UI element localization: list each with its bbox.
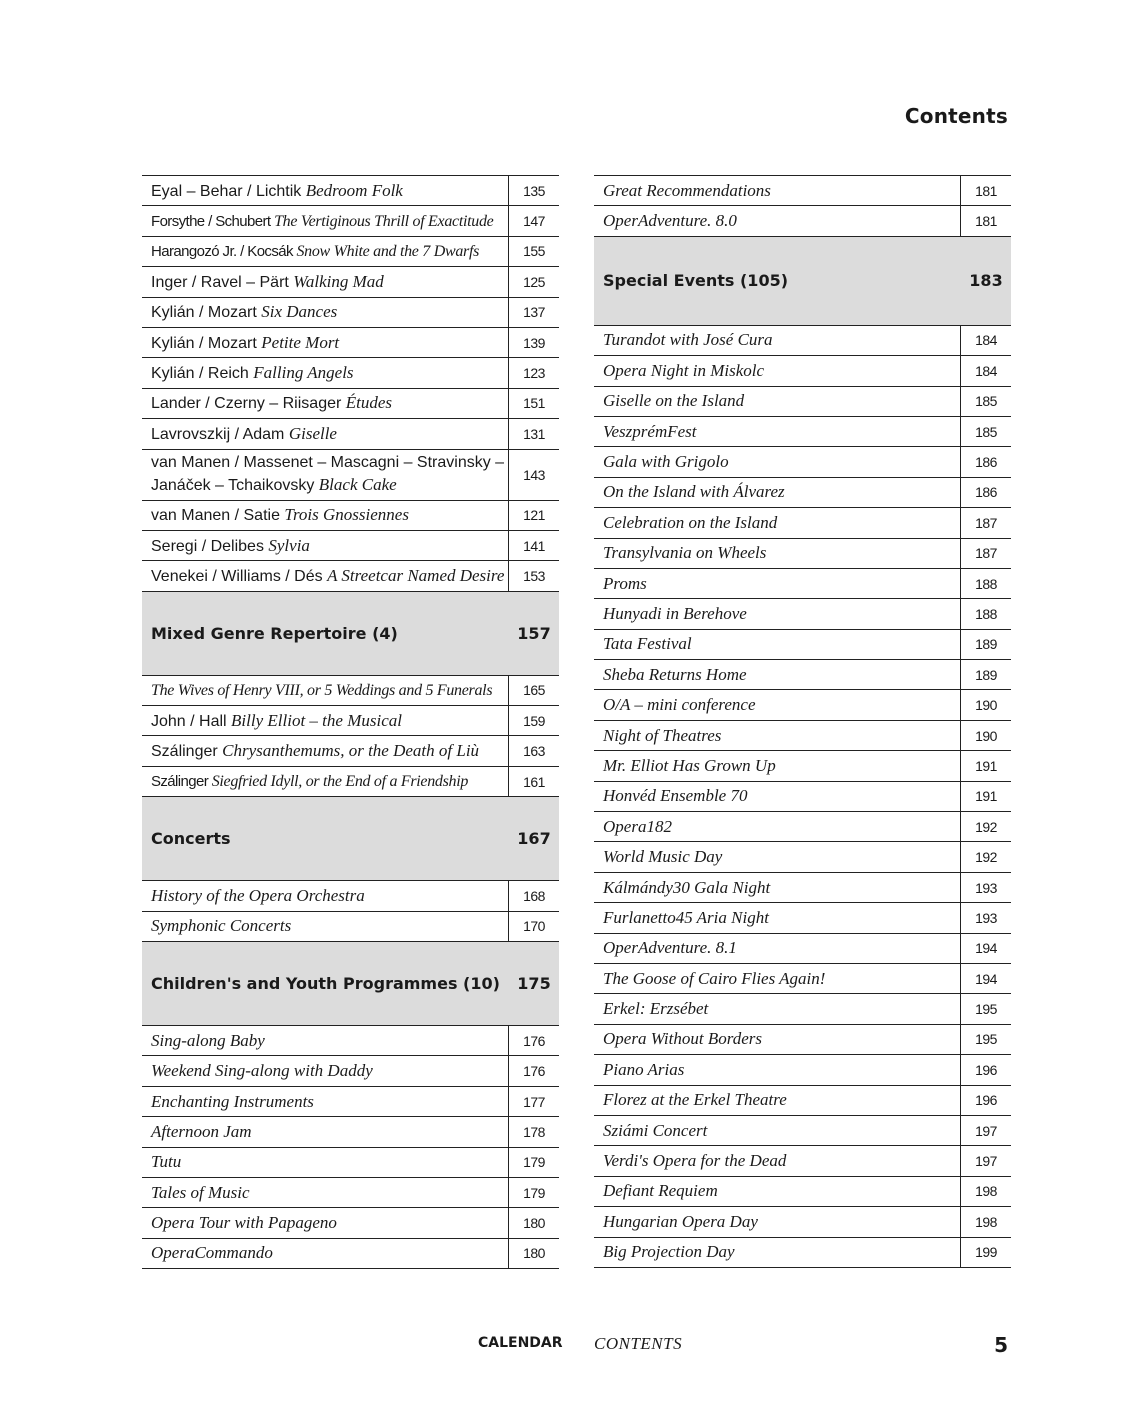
entry-page-number: 125 [508, 267, 559, 296]
entry-page-number: 198 [960, 1177, 1011, 1206]
contents-column-left [142, 175, 559, 1269]
contents-entry [594, 660, 1011, 690]
entry-page-number: 192 [960, 842, 1011, 871]
contents-entry [594, 964, 1011, 994]
section-page-number: 157 [517, 623, 551, 643]
entry-title: Bedroom Folk [305, 180, 403, 200]
entry-title: OperaCommando [151, 1243, 273, 1263]
contents-entry [142, 501, 559, 531]
entry-text [142, 211, 508, 232]
entry-page-number: 181 [960, 176, 1011, 205]
entry-title: Tales of Music [151, 1182, 250, 1202]
entry-text [594, 451, 960, 473]
entry-title: Hunyadi in Berehove [603, 603, 747, 623]
entry-text [594, 725, 960, 747]
entry-page-number: 170 [508, 912, 559, 941]
entry-text [142, 423, 508, 445]
entry-title: Opera Without Borders [603, 1029, 762, 1049]
entry-credits: van Manen / Satie [151, 507, 285, 525]
entry-credits: Kylián / Reich [151, 365, 254, 383]
entry-text [594, 1059, 960, 1081]
contents-entry [594, 751, 1011, 781]
contents-entry [594, 934, 1011, 964]
entry-page-number: 197 [960, 1116, 1011, 1145]
entry-text [594, 846, 960, 868]
entry-credits: Venekei / Williams / Dés [151, 567, 328, 585]
entry-page-number: 190 [960, 721, 1011, 750]
entry-title: Opera182 [603, 816, 672, 836]
entry-text [142, 680, 508, 701]
entry-text [594, 542, 960, 564]
entry-page-number: 194 [960, 964, 1011, 993]
entry-title: Sheba Returns Home [603, 664, 747, 684]
entry-title: Walking Mad [293, 271, 384, 291]
entry-page-number: 137 [508, 298, 559, 327]
entry-title: Snow White and the 7 Dwarfs [296, 242, 480, 260]
entry-credits: Szálinger [151, 773, 212, 791]
entry-title: Verdi's Opera for the Dead [603, 1151, 787, 1171]
entry-page-number: 177 [508, 1087, 559, 1116]
entry-credits: Lander / Czerny – Riisager [151, 395, 346, 413]
contents-entry [142, 1178, 559, 1208]
entry-text [142, 915, 508, 937]
contents-entry [142, 328, 559, 358]
section-title: Concerts [151, 829, 231, 849]
entry-text [594, 1211, 960, 1233]
entry-text [594, 421, 960, 443]
contents-entry [142, 767, 559, 797]
entry-page-number: 176 [508, 1026, 559, 1055]
entry-page-number: 135 [508, 176, 559, 205]
entry-credits: John / Hall [151, 712, 232, 730]
contents-entry [594, 690, 1011, 720]
contents-entry [142, 419, 559, 449]
entry-page-number: 147 [508, 206, 559, 235]
entry-text [594, 329, 960, 351]
entry-page-number: 176 [508, 1056, 559, 1085]
entry-text [594, 816, 960, 838]
contents-entry [594, 387, 1011, 417]
entry-page-number: 153 [508, 561, 559, 590]
entry-title: OperAdventure. 8.1 [603, 938, 737, 958]
entry-page-number: 139 [508, 328, 559, 357]
entry-title: Transylvania on Wheels [603, 543, 767, 563]
contents-entry [594, 326, 1011, 356]
contents-entry [594, 176, 1011, 206]
section-title: Special Events (105) [603, 271, 789, 291]
entry-title: Celebration on the Island [603, 512, 778, 532]
entry-title: Symphonic Concerts [151, 916, 292, 936]
entry-text [142, 392, 508, 414]
section-page-number: 167 [517, 829, 551, 849]
entry-title: OperAdventure. 8.0 [603, 211, 737, 231]
entry-title: Turandot with José Cura [603, 330, 773, 350]
contents-entry [142, 1087, 559, 1117]
entry-text [142, 1242, 508, 1264]
contents-entry [594, 1177, 1011, 1207]
entry-title: Enchanting Instruments [151, 1091, 314, 1111]
entry-page-number: 185 [960, 387, 1011, 416]
contents-entry [594, 812, 1011, 842]
entry-title: Afternoon Jam [151, 1121, 252, 1141]
entry-page-number: 121 [508, 501, 559, 530]
entry-credits: Harangozó Jr. / Kocsák [151, 242, 297, 260]
entry-title: O/A – mini conference [603, 695, 756, 715]
entry-title: Weekend Sing-along with Daddy [151, 1061, 373, 1081]
entry-page-number: 163 [508, 736, 559, 765]
entry-title: Sziámi Concert [603, 1120, 708, 1140]
contents-entry [142, 237, 559, 267]
entry-credits: van Manen / Massenet – Mascagni – Stravinsky – Janáček – Tchaikovsky [151, 454, 505, 495]
entry-title: Honvéd Ensemble 70 [603, 786, 748, 806]
entry-page-number: 155 [508, 237, 559, 266]
entry-page-number: 181 [960, 206, 1011, 235]
entry-text [594, 360, 960, 382]
contents-entry [594, 1146, 1011, 1176]
entry-credits: Szálinger [151, 743, 223, 761]
entry-text [594, 755, 960, 777]
entry-title: VeszprémFest [603, 421, 697, 441]
entry-page-number: 131 [508, 419, 559, 448]
section-heading-row [142, 942, 559, 1026]
entry-title: Hungarian Opera Day [603, 1211, 758, 1231]
entry-text [594, 785, 960, 807]
entry-title: Siegfried Idyll, or the End of a Friendship [211, 773, 469, 791]
entry-text [594, 937, 960, 959]
contents-entry [594, 599, 1011, 629]
contents-entry [594, 447, 1011, 477]
entry-text [142, 1121, 508, 1143]
entry-title: Proms [603, 573, 647, 593]
contents-entry [142, 176, 559, 206]
section-page-number: 183 [969, 271, 1003, 291]
entry-title: Giselle on the Island [603, 391, 745, 411]
entry-page-number: 188 [960, 569, 1011, 598]
entry-title: Falling Angels [253, 363, 354, 383]
entry-text [594, 968, 960, 990]
contents-entry [594, 356, 1011, 386]
entry-text [594, 1089, 960, 1111]
contents-entry [594, 478, 1011, 508]
entry-text [142, 885, 508, 907]
entry-page-number: 180 [508, 1208, 559, 1237]
contents-entry [594, 721, 1011, 751]
contents-entry [142, 912, 559, 942]
entry-text [142, 1091, 508, 1113]
entry-text [594, 210, 960, 232]
page-number: 5 [994, 1333, 1008, 1357]
entry-text [594, 998, 960, 1020]
entry-text [594, 1241, 960, 1263]
entry-page-number: 196 [960, 1055, 1011, 1084]
entry-text [594, 573, 960, 595]
contents-entry [594, 994, 1011, 1024]
entry-text [142, 771, 508, 792]
entry-page-number: 151 [508, 389, 559, 418]
entry-title: A Streetcar Named Desire [327, 565, 505, 585]
entry-credits: Eyal – Behar / Lichtik [151, 182, 306, 200]
entry-title: World Music Day [603, 847, 723, 867]
entry-title: The Vertiginous Thrill of Exactitude [274, 212, 494, 230]
contents-entry [142, 881, 559, 911]
entry-title: The Wives of Henry VIII, or 5 Weddings and 5 Funerals [151, 681, 493, 699]
entry-page-number: 195 [960, 1025, 1011, 1054]
contents-entry [142, 1148, 559, 1178]
entry-title: Petite Mort [261, 332, 340, 352]
entry-page-number: 188 [960, 599, 1011, 628]
entry-title: Kálmándy30 Gala Night [603, 877, 771, 897]
contents-entry [142, 389, 559, 419]
contents-entry [142, 676, 559, 706]
entry-text [142, 180, 508, 202]
entry-text [594, 390, 960, 412]
entry-title: Opera Tour with Papageno [151, 1213, 337, 1233]
contents-entry [142, 706, 559, 736]
section-title: Children's and Youth Programmes (10) [151, 974, 500, 994]
contents-entry [594, 873, 1011, 903]
contents-entry [142, 206, 559, 236]
entry-text [594, 603, 960, 625]
entry-title: Sing-along Baby [151, 1030, 265, 1050]
entry-text [594, 481, 960, 503]
entry-text [142, 1030, 508, 1052]
section-page-number: 175 [517, 974, 551, 994]
entry-title: Piano Arias [603, 1059, 685, 1079]
entry-text [594, 180, 960, 202]
contents-entry [142, 1239, 559, 1269]
entry-text [142, 1060, 508, 1082]
section-heading-row [142, 592, 559, 676]
entry-page-number: 193 [960, 903, 1011, 932]
section-title: Mixed Genre Repertoire (4) [151, 623, 398, 643]
entry-page-number: 189 [960, 660, 1011, 689]
entry-title: Chrysanthemums, or the Death of Liù [222, 741, 480, 761]
entry-text [142, 535, 508, 557]
contents-entry [594, 508, 1011, 538]
entry-page-number: 178 [508, 1117, 559, 1146]
entry-page-number: 189 [960, 630, 1011, 659]
entry-page-number: 168 [508, 881, 559, 910]
contents-entry [594, 1207, 1011, 1237]
contents-entry [142, 1026, 559, 1056]
entry-text [594, 512, 960, 534]
entry-text [594, 694, 960, 716]
entry-text [142, 362, 508, 384]
entry-title: Six Dances [261, 302, 338, 322]
entry-title: On the Island with Álvarez [603, 482, 785, 502]
entry-title: Big Projection Day [603, 1242, 735, 1262]
entry-page-number: 143 [508, 450, 559, 500]
entry-credits: Kylián / Mozart [151, 304, 262, 322]
entry-text [594, 1150, 960, 1172]
contents-entry [142, 561, 559, 591]
entry-page-number: 184 [960, 326, 1011, 355]
page-title: Contents [904, 104, 1008, 128]
entry-title: Mr. Elliot Has Grown Up [603, 755, 776, 775]
contents-entry [142, 1117, 559, 1147]
entry-title: Trois Gnossiennes [284, 505, 409, 525]
contents-entry [142, 450, 559, 501]
entry-text [142, 301, 508, 323]
entry-text [142, 1182, 508, 1204]
entry-page-number: 199 [960, 1238, 1011, 1267]
entry-page-number: 197 [960, 1146, 1011, 1175]
contents-entry [142, 531, 559, 561]
entry-text [142, 504, 508, 526]
entry-page-number: 186 [960, 447, 1011, 476]
entry-title: Opera Night in Miskolc [603, 360, 765, 380]
entry-text [142, 271, 508, 293]
entry-title: Florez at the Erkel Theatre [603, 1090, 787, 1110]
entry-text [142, 452, 508, 497]
entry-page-number: 161 [508, 767, 559, 796]
entry-page-number: 184 [960, 356, 1011, 385]
entry-credits: Lavrovszkij / Adam [151, 425, 289, 443]
entry-page-number: 179 [508, 1148, 559, 1177]
entry-page-number: 196 [960, 1086, 1011, 1115]
entry-text [594, 1180, 960, 1202]
entry-title: Black Cake [318, 475, 397, 495]
entry-page-number: 159 [508, 706, 559, 735]
contents-entry [594, 539, 1011, 569]
entry-title: Billy Elliot – the Musical [231, 710, 402, 730]
entry-text [142, 565, 508, 587]
entry-title: The Goose of Cairo Flies Again! [603, 968, 826, 988]
entry-title: Furlanetto45 Aria Night [603, 907, 769, 927]
entry-page-number: 187 [960, 539, 1011, 568]
entry-page-number: 186 [960, 478, 1011, 507]
entry-page-number: 123 [508, 358, 559, 387]
entry-page-number: 192 [960, 812, 1011, 841]
entry-title: Sylvia [268, 535, 310, 555]
entry-title: Gala with Grigolo [603, 452, 729, 472]
contents-entry [594, 1025, 1011, 1055]
entry-page-number: 180 [508, 1239, 559, 1268]
entry-title: History of the Opera Orchestra [151, 885, 365, 905]
entry-page-number: 187 [960, 508, 1011, 537]
contents-column-right [594, 175, 1011, 1268]
entry-text [142, 241, 508, 262]
entry-text [594, 907, 960, 929]
entry-page-number: 179 [508, 1178, 559, 1207]
contents-entry [594, 206, 1011, 236]
entry-title: Night of Theatres [603, 725, 722, 745]
entry-page-number: 193 [960, 873, 1011, 902]
contents-entry [142, 267, 559, 297]
entry-credits: Kylián / Mozart [151, 334, 262, 352]
contents-entry [594, 1055, 1011, 1085]
entry-page-number: 194 [960, 934, 1011, 963]
contents-entry [142, 1208, 559, 1238]
entry-title: Defiant Requiem [603, 1181, 718, 1201]
entry-title: Giselle [288, 423, 337, 443]
entry-title: Great Recommendations [603, 180, 771, 200]
entry-page-number: 198 [960, 1207, 1011, 1236]
entry-text [142, 740, 508, 762]
entry-text [594, 1028, 960, 1050]
section-heading-row [594, 237, 1011, 326]
entry-title: Tutu [151, 1152, 182, 1172]
entry-text [142, 1212, 508, 1234]
entry-text [142, 332, 508, 354]
entry-text [594, 633, 960, 655]
section-heading-row [142, 797, 559, 881]
contents-entry [594, 630, 1011, 660]
entry-credits: Inger / Ravel – Pärt [151, 273, 294, 291]
contents-entry [594, 903, 1011, 933]
entry-text [142, 710, 508, 732]
contents-entry [594, 1086, 1011, 1116]
entry-page-number: 165 [508, 676, 559, 705]
contents-entry [142, 358, 559, 388]
entry-text [594, 877, 960, 899]
contents-entry [594, 417, 1011, 447]
entry-page-number: 191 [960, 751, 1011, 780]
entry-credits: Forsythe / Schubert [151, 212, 275, 230]
entry-page-number: 185 [960, 417, 1011, 446]
contents-entry [594, 842, 1011, 872]
entry-title: Tata Festival [603, 634, 692, 654]
entry-text [594, 1120, 960, 1142]
entry-credits: Seregi / Delibes [151, 537, 269, 555]
entry-title: Études [345, 393, 393, 413]
contents-entry [142, 736, 559, 766]
contents-entry [142, 1056, 559, 1086]
entry-page-number: 195 [960, 994, 1011, 1023]
contents-entry [594, 1238, 1011, 1268]
footer-section-label: CALENDAR [478, 1335, 563, 1351]
entry-text [142, 1151, 508, 1173]
entry-text [594, 664, 960, 686]
entry-title: Erkel: Erzsébet [603, 999, 709, 1019]
entry-page-number: 190 [960, 690, 1011, 719]
contents-entry [594, 1116, 1011, 1146]
contents-entry [594, 782, 1011, 812]
entry-page-number: 141 [508, 531, 559, 560]
footer-chapter-label: CONTENTS [594, 1334, 683, 1353]
contents-entry [594, 569, 1011, 599]
contents-entry [142, 298, 559, 328]
entry-page-number: 191 [960, 782, 1011, 811]
